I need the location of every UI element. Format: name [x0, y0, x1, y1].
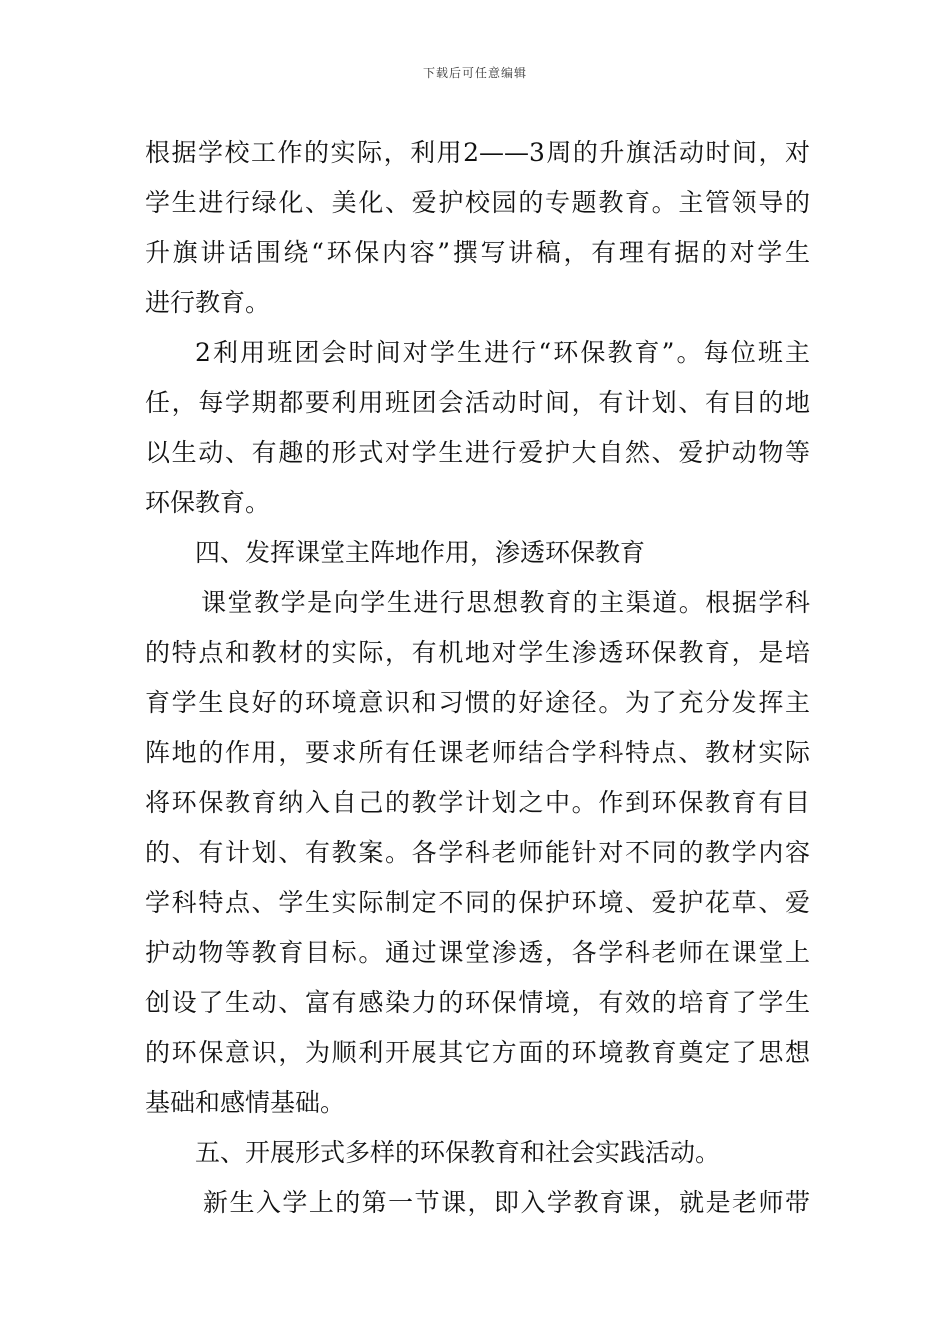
section-heading: 四、发挥课堂主阵地作用，渗透环保教育: [195, 538, 646, 567]
text-line: 新生入学上的第一节课，即入学教育课，就是老师带: [203, 1188, 810, 1217]
text-line: 基础和感情基础。: [145, 1088, 346, 1117]
text-line: 任，每学期都要利用班团会活动时间，有计划、有目的地: [145, 388, 810, 417]
text-line: 学生进行绿化、美化、爱护校园的专题教育。主管领导的: [145, 188, 810, 217]
text-line: 护动物等教育目标。通过课堂渗透，各学科老师在课堂上: [145, 938, 810, 967]
text-line: 学科特点、学生实际制定不同的保护环境、爱护花草、爱: [145, 888, 810, 917]
text-line: 将环保教育纳入自己的教学计划之中。作到环保教育有目: [145, 788, 810, 817]
text-line: 进行教育。: [145, 288, 271, 317]
section-heading: 五、开展形式多样的环保教育和社会实践活动。: [195, 1138, 721, 1167]
document-body: [145, 128, 810, 1228]
text-line: 根据学校工作的实际，利用2——3周的升旗活动时间，对: [145, 138, 810, 167]
text-line: 育学生良好的环境意识和习惯的好途径。为了充分发挥主: [145, 688, 810, 717]
text-line: 的、有计划、有教案。各学科老师能针对不同的教学内容: [145, 838, 810, 867]
text-line: 阵地的作用，要求所有任课老师结合学科特点、教材实际: [145, 738, 810, 767]
text-line: 升旗讲话围绕“环保内容”撰写讲稿，有理有据的对学生: [145, 238, 810, 267]
text-line: 的环保意识，为顺利开展其它方面的环境教育奠定了思想: [145, 1038, 810, 1067]
text-line: 环保教育。: [145, 488, 271, 517]
text-line: 2利用班团会时间对学生进行“环保教育”。每位班主: [195, 338, 810, 367]
page-header-note: 下载后可任意编辑: [422, 66, 527, 80]
text-line: 以生动、有趣的形式对学生进行爱护大自然、爱护动物等: [145, 438, 810, 467]
text-line: 课堂教学是向学生进行思想教育的主渠道。根据学科: [201, 588, 810, 617]
text-line: 的特点和教材的实际，有机地对学生渗透环保教育，是培: [145, 638, 810, 667]
text-line: 创设了生动、富有感染力的环保情境，有效的培育了学生: [145, 988, 810, 1017]
